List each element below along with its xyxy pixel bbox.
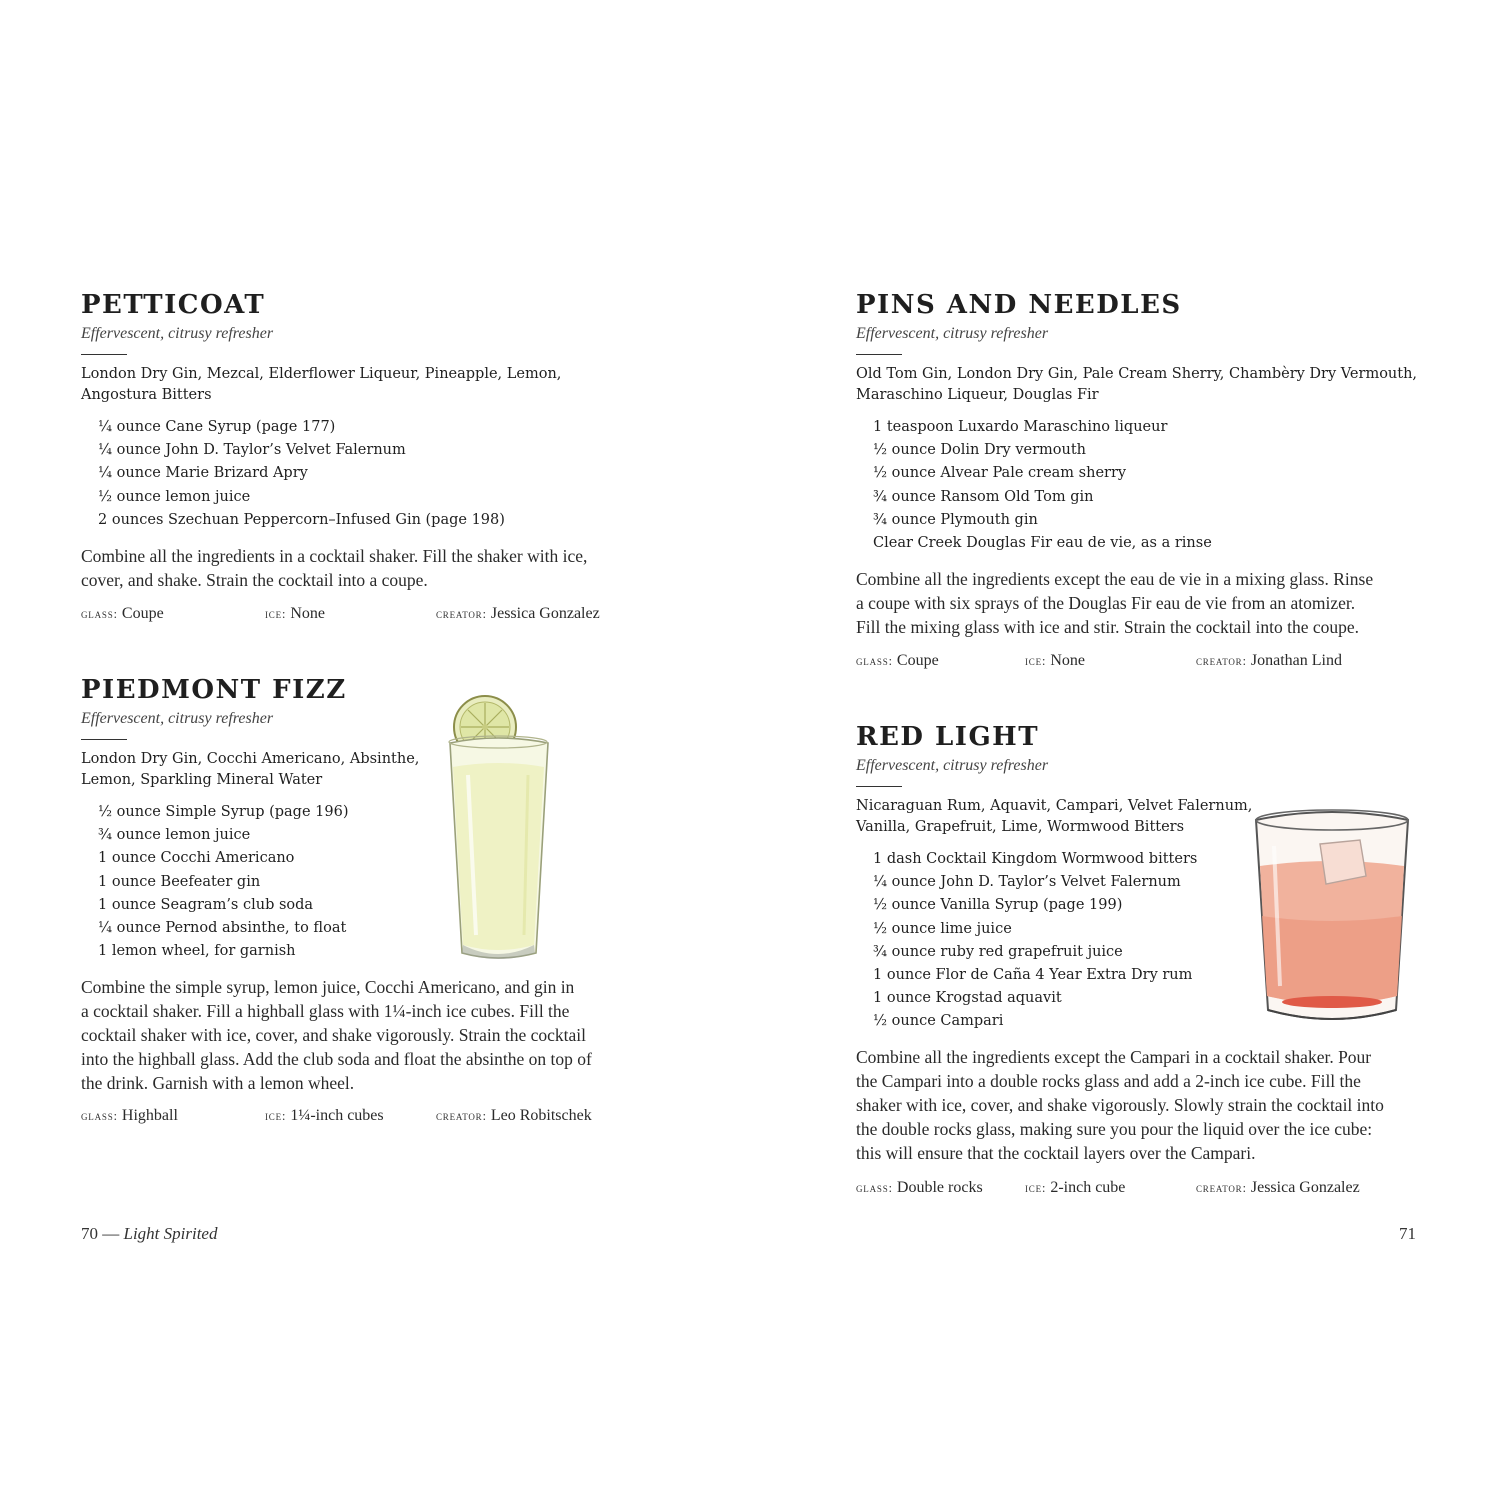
glass-field: [81, 1107, 178, 1125]
glass-label: glass:: [856, 1180, 893, 1195]
creator-value: Jonathan Lind: [1250, 652, 1342, 669]
spirits-line: Lemon, Sparkling Mineral Water: [81, 772, 323, 788]
glass-label: glass:: [856, 653, 893, 668]
recipe-petticoat: [81, 290, 681, 635]
method-line: Fill the mixing glass with ice and stir. Strain the cocktail into the coupe.: [856, 617, 1360, 637]
ice-field: [1025, 1179, 1125, 1197]
glass-label: glass:: [81, 606, 118, 621]
ingredient-item: ½ ounce Alvear Pale cream sherry: [873, 465, 1127, 482]
recipe-meta: [81, 605, 641, 625]
ice-field: [265, 1107, 384, 1125]
method-line: a cocktail shaker. Fill a highball glass with 1¼-inch ice cubes. Fill the: [81, 1001, 570, 1021]
spirits-line: Angostura Bitters: [81, 387, 212, 403]
footer-left: [81, 1224, 217, 1244]
ingredient-item: 1 ounce Beefeater gin: [98, 873, 261, 890]
creator-label: creator:: [436, 606, 487, 621]
method-line: Combine all the ingredients except the Campari in a cocktail shaker. Pour: [856, 1047, 1372, 1067]
method-line: Combine all the ingredients in a cocktail shaker. Fill the shaker with ice,: [81, 546, 588, 566]
ingredient-item: 1 teaspoon Luxardo Maraschino liqueur: [873, 419, 1168, 435]
divider: [856, 354, 902, 355]
ingredient-item: ¾ ounce ruby red grapefruit juice: [873, 943, 1123, 960]
recipe-subtitle: Effervescent, citrusy refresher: [81, 710, 274, 727]
glass-value: Coupe: [896, 652, 939, 669]
glass-value: Highball: [121, 1107, 178, 1124]
recipe-subtitle: Effervescent, citrusy refresher: [81, 325, 274, 342]
recipe-subtitle: Effervescent, citrusy refresher: [856, 325, 1049, 342]
method-text: [81, 975, 592, 1095]
ingredient-item: ½ ounce Simple Syrup (page 196): [98, 804, 349, 820]
recipe-subtitle: Effervescent, citrusy refresher: [856, 757, 1049, 774]
page-number-right: 71: [1399, 1224, 1416, 1243]
ingredient-item: ¾ ounce lemon juice: [98, 827, 251, 844]
glass-field: [81, 605, 164, 623]
ingredient-item: 1 ounce Cocchi Americano: [98, 850, 295, 867]
spirits-line: Old Tom Gin, London Dry Gin, Pale Cream Sherry, Chambèry Dry Vermouth,: [856, 366, 1418, 382]
method-line: cover, and shake. Strain the cocktail into a coupe.: [81, 570, 428, 590]
ingredient-item: ½ ounce lime juice: [873, 920, 1012, 937]
method-line: Combine all the ingredients except the eau de vie in a mixing glass. Rinse: [856, 569, 1374, 589]
ingredient-item: ¾ ounce Plymouth gin: [873, 511, 1038, 528]
method-text: [81, 544, 587, 592]
spirits-line: London Dry Gin, Cocchi Americano, Absinthe,: [81, 751, 420, 767]
recipe-title: PIEDMONT FIZZ: [81, 675, 347, 705]
method-text: [856, 1045, 1384, 1165]
glass-field: [856, 652, 939, 670]
ingredient-item: 1 ounce Krogstad aquavit: [873, 990, 1062, 1007]
creator-field: [1196, 652, 1342, 670]
ingredient-item: ¼ ounce John D. Taylor’s Velvet Falernum: [98, 442, 406, 459]
ingredient-item: ½ ounce Campari: [873, 1013, 1004, 1030]
creator-field: [436, 1107, 592, 1125]
method-line: cocktail shaker with ice, cover, and shake vigorously. Strain the cocktail: [81, 1025, 587, 1045]
method-line: a coupe with six sprays of the Douglas Fir eau de vie from an atomizer.: [856, 593, 1356, 613]
double-rocks-glass-illustration: [1252, 806, 1412, 1028]
spirits-list: [856, 796, 1252, 838]
glass-label: glass:: [81, 1108, 118, 1123]
glass-field: [856, 1179, 983, 1197]
ice-value: 2-inch cube: [1050, 1179, 1126, 1196]
method-line: Combine the simple syrup, lemon juice, Cocchi Americano, and gin in: [81, 977, 575, 997]
glass-value: Coupe: [121, 605, 164, 622]
divider: [81, 354, 127, 355]
ingredient-item: ½ ounce Dolin Dry vermouth: [873, 442, 1087, 459]
ingredient-list: [98, 416, 505, 532]
ingredient-list: [873, 848, 1197, 1034]
method-line: the double rocks glass, making sure you pour the liquid over the ice cube:: [856, 1119, 1373, 1139]
ingredient-list: [873, 416, 1212, 555]
creator-label: creator:: [1196, 1180, 1247, 1195]
spirits-list: [856, 364, 1417, 406]
method-line: shaker with ice, cover, and shake vigorously. Slowly strain the cocktail into: [856, 1095, 1384, 1115]
ingredient-item: ¼ ounce Marie Brizard Apry: [98, 465, 308, 482]
section-name: Light Spirited: [123, 1224, 218, 1243]
ingredient-item: 1 dash Cocktail Kingdom Wormwood bitters: [873, 851, 1198, 867]
ice-label: ice:: [265, 606, 287, 621]
ice-label: ice:: [1025, 1180, 1047, 1195]
ingredient-item: 2 ounces Szechuan Peppercorn–Infused Gin (page 198): [98, 511, 505, 528]
creator-label: creator:: [436, 1108, 487, 1123]
recipe-meta: [81, 1107, 641, 1127]
ingredient-item: ¾ ounce Ransom Old Tom gin: [873, 488, 1094, 505]
ice-value: 1¼-inch cubes: [290, 1107, 384, 1124]
creator-value: Jessica Gonzalez: [490, 605, 600, 622]
ice-label: ice:: [1025, 653, 1047, 668]
ice-value: None: [290, 605, 325, 622]
ingredient-item: ½ ounce Vanilla Syrup (page 199): [873, 897, 1123, 914]
spirits-line: Nicaraguan Rum, Aquavit, Campari, Velvet Falernum,: [856, 798, 1253, 814]
recipe-pins-and-needles: [856, 290, 1456, 680]
ice-field: [265, 605, 325, 623]
recipe-title: PETTICOAT: [81, 290, 266, 320]
spirits-line: London Dry Gin, Mezcal, Elderflower Liqueur, Pineapple, Lemon,: [81, 366, 562, 382]
recipe-meta: [856, 652, 1416, 672]
creator-label: creator:: [1196, 653, 1247, 668]
method-line: this will ensure that the cocktail layers over the Campari.: [856, 1143, 1256, 1163]
divider: [81, 739, 127, 740]
ingredient-item: ¼ ounce John D. Taylor’s Velvet Falernum: [873, 874, 1181, 891]
page-number-left: 70: [81, 1224, 98, 1243]
ice-field: [1025, 652, 1085, 670]
method-line: into the highball glass. Add the club soda and float the absinthe on top of: [81, 1049, 592, 1069]
highball-glass-illustration: [438, 695, 558, 970]
creator-value: Jessica Gonzalez: [1250, 1179, 1360, 1196]
method-text: [856, 567, 1373, 639]
ice-label: ice:: [265, 1108, 287, 1123]
spirits-line: Maraschino Liqueur, Douglas Fir: [856, 387, 1099, 403]
ingredient-item: 1 ounce Flor de Caña 4 Year Extra Dry rum: [873, 967, 1193, 984]
ingredient-item: ½ ounce lemon juice: [98, 488, 251, 505]
recipe-piedmont-fizz: [81, 675, 681, 1135]
ingredient-item: ¼ ounce Pernod absinthe, to float: [98, 920, 347, 937]
ingredient-item: 1 ounce Seagram’s club soda: [98, 896, 314, 913]
creator-field: [1196, 1179, 1360, 1197]
spirits-line: Vanilla, Grapefruit, Lime, Wormwood Bitters: [856, 819, 1185, 835]
recipe-title: PINS AND NEEDLES: [856, 290, 1182, 320]
spirits-list: [81, 749, 419, 791]
ingredient-item: Clear Creek Douglas Fir eau de vie, as a rinse: [873, 535, 1212, 552]
footer-separator: —: [102, 1224, 120, 1243]
ingredient-item: ¼ ounce Cane Syrup (page 177): [98, 419, 336, 435]
spirits-list: [81, 364, 561, 406]
method-line: the drink. Garnish with a lemon wheel.: [81, 1073, 355, 1093]
creator-value: Leo Robitschek: [490, 1107, 592, 1124]
recipe-meta: [856, 1179, 1416, 1199]
method-line: the Campari into a double rocks glass and add a 2-inch ice cube. Fill the: [856, 1071, 1361, 1091]
recipe-title: RED LIGHT: [856, 722, 1040, 752]
divider: [856, 786, 902, 787]
ingredient-list: [98, 801, 349, 963]
creator-field: [436, 605, 600, 623]
glass-value: Double rocks: [896, 1179, 983, 1196]
ice-value: None: [1050, 652, 1085, 669]
ingredient-item: 1 lemon wheel, for garnish: [98, 943, 296, 960]
